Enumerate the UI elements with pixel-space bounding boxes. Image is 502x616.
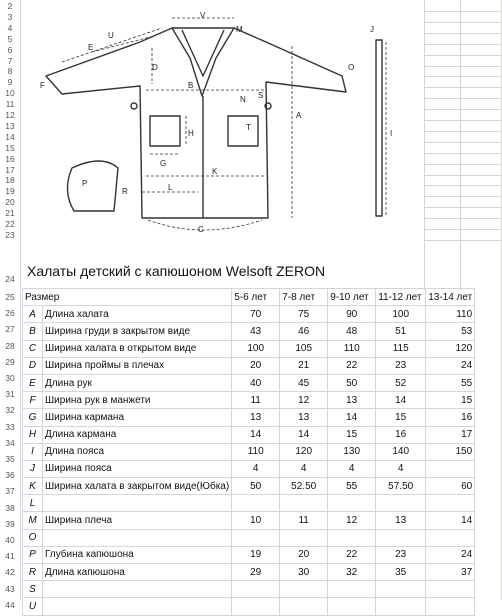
size-value: 55: [328, 478, 376, 495]
row-number: 12: [5, 110, 15, 120]
row-code: J: [23, 460, 43, 477]
row-code: F: [23, 392, 43, 409]
size-header: 11-12 лет: [376, 289, 426, 306]
size-value: 4: [376, 460, 426, 477]
table-row: [23, 392, 475, 409]
row-number: 5: [7, 33, 13, 44]
row-number: 3: [7, 11, 13, 22]
size-value: 140: [376, 443, 426, 460]
size-value: 120: [426, 340, 475, 357]
row-number: 8: [7, 66, 13, 77]
grid-line: [424, 185, 502, 186]
row-name: [43, 581, 232, 598]
table-row: [23, 306, 475, 323]
size-value: 16: [426, 409, 475, 426]
size-value: [280, 529, 328, 546]
size-value: 29: [232, 564, 280, 581]
table-row: [23, 374, 475, 391]
row-number: 20: [5, 197, 15, 208]
size-value: 4: [232, 460, 280, 477]
row-number: 9: [7, 77, 13, 88]
size-header: 5-6 лет: [232, 289, 280, 306]
size-value: [426, 529, 475, 546]
row-number: 33: [5, 421, 15, 432]
belt-diagram-icon: [376, 40, 382, 216]
grid-line: [424, 164, 502, 165]
size-value: 24: [426, 357, 475, 374]
table-row: [23, 512, 475, 529]
grid-line: [424, 207, 502, 208]
row-name: Длина рук: [43, 374, 232, 391]
row-number: 25: [5, 292, 15, 302]
table-row: [23, 460, 475, 477]
size-value: 50: [328, 374, 376, 391]
table-row: [23, 323, 475, 340]
size-header: 13-14 лет: [426, 289, 475, 306]
row-number: 23: [5, 229, 15, 240]
size-value: 110: [426, 306, 475, 323]
row-name: Ширина кармана: [43, 409, 232, 426]
row-code: A: [23, 306, 43, 323]
size-value: 130: [328, 443, 376, 460]
size-header: 9-10 лет: [328, 289, 376, 306]
size-value: [328, 495, 376, 512]
size-value: 15: [328, 426, 376, 443]
size-table: [22, 288, 475, 616]
size-value: 60: [426, 478, 475, 495]
row-number: 16: [5, 153, 15, 164]
size-value: 30: [280, 564, 328, 581]
table-row: [23, 581, 475, 598]
size-value: 15: [376, 409, 426, 426]
size-value: [376, 581, 426, 598]
row-number: 27: [5, 324, 15, 335]
size-value: [280, 581, 328, 598]
size-value: [232, 598, 280, 615]
size-value: 23: [376, 357, 426, 374]
size-header-label: Размер: [23, 289, 232, 306]
row-number: 36: [5, 470, 15, 481]
row-code: P: [23, 546, 43, 563]
size-value: [232, 581, 280, 598]
row-number-column: [0, 0, 20, 610]
row-number: 17: [5, 164, 15, 175]
size-value: 52.50: [280, 478, 328, 495]
size-value: 150: [426, 443, 475, 460]
size-value: 13: [280, 409, 328, 426]
row-name: Ширина плеча: [43, 512, 232, 529]
size-value: 55: [426, 374, 475, 391]
size-value: 13: [376, 512, 426, 529]
size-value: [280, 495, 328, 512]
row-number: 44: [5, 599, 15, 610]
size-value: 100: [232, 340, 280, 357]
row-number: 35: [5, 454, 15, 464]
row-number: 11: [5, 99, 15, 110]
size-value: 15: [426, 392, 475, 409]
size-value: 24: [426, 546, 475, 563]
size-value: 22: [328, 357, 376, 374]
size-value: 14: [426, 512, 475, 529]
size-value: 14: [232, 426, 280, 443]
diagram-label: G: [160, 159, 167, 168]
row-name: Ширина халата в открытом виде: [43, 340, 232, 357]
row-code: S: [23, 581, 43, 598]
grid-line: [424, 87, 502, 88]
grid-line: [424, 76, 502, 77]
row-number: 22: [5, 219, 15, 229]
row-number: 15: [5, 142, 15, 153]
diagram-label: M: [236, 25, 243, 34]
grid-line: [424, 142, 502, 143]
table-row: [23, 564, 475, 581]
size-value: 23: [376, 546, 426, 563]
row-name: Длина кармана: [43, 426, 232, 443]
size-value: 43: [232, 323, 280, 340]
grid-line: [20, 0, 21, 600]
row-number: 40: [5, 535, 15, 545]
row-name: [43, 529, 232, 546]
row-number: 32: [5, 405, 15, 416]
diagram-label: P: [82, 179, 88, 188]
row-name: Длина пояса: [43, 443, 232, 460]
table-row: [23, 529, 475, 546]
row-number: 26: [5, 308, 15, 319]
size-value: 90: [328, 306, 376, 323]
diagram-label: V: [200, 11, 206, 20]
row-code: I: [23, 443, 43, 460]
diagram-label: B: [188, 81, 194, 90]
size-header: 7-8 лет: [280, 289, 328, 306]
size-value: 14: [376, 392, 426, 409]
row-number: 13: [5, 120, 15, 131]
size-value: [232, 495, 280, 512]
row-name: Ширина проймы в плечах: [43, 357, 232, 374]
row-name: Ширина рук в манжети: [43, 392, 232, 409]
size-value: [426, 598, 475, 615]
diagram-label: J: [370, 25, 374, 34]
row-name: Ширина пояса: [43, 460, 232, 477]
size-value: [376, 495, 426, 512]
table-row: [23, 409, 475, 426]
diagram-label: S: [258, 91, 264, 100]
table-row: [23, 495, 475, 512]
page-title: Халаты детский с капюшоном Welsoft ZERON: [27, 263, 326, 279]
diagram-label: R: [122, 187, 128, 196]
size-value: 51: [376, 323, 426, 340]
row-number: 21: [5, 208, 15, 219]
grid-line: [424, 109, 502, 110]
row-number: 29: [5, 356, 15, 367]
row-name: Глубина капюшона: [43, 546, 232, 563]
size-value: [328, 598, 376, 615]
size-value: [232, 529, 280, 546]
row-number: 18: [5, 175, 15, 186]
size-value: 45: [280, 374, 328, 391]
size-value: 16: [376, 426, 426, 443]
diagram-label: N: [240, 95, 246, 104]
row-number: 2: [7, 1, 13, 11]
grid-line: [424, 11, 502, 12]
row-code: U: [23, 598, 43, 615]
row-code: B: [23, 323, 43, 340]
row-code: O: [23, 529, 43, 546]
diagram-label: O: [348, 63, 355, 72]
row-number: 38: [5, 502, 15, 513]
grid-line: [424, 240, 502, 241]
size-value: 20: [232, 357, 280, 374]
table-row: [23, 426, 475, 443]
row-code: L: [23, 495, 43, 512]
size-value: 110: [328, 340, 376, 357]
grid-line: [424, 153, 502, 154]
size-value: 48: [328, 323, 376, 340]
row-number: 14: [5, 131, 15, 142]
size-value: 52: [376, 374, 426, 391]
grid-line: [424, 218, 502, 219]
diagram-label: F: [40, 81, 45, 90]
row-code: E: [23, 374, 43, 391]
size-value: 35: [376, 564, 426, 581]
size-value: 13: [232, 409, 280, 426]
size-value: 46: [280, 323, 328, 340]
size-value: 37: [426, 564, 475, 581]
row-name: Длина капюшона: [43, 564, 232, 581]
size-value: [376, 529, 426, 546]
row-number: 34: [5, 437, 15, 448]
size-value: 17: [426, 426, 475, 443]
size-value: 110: [232, 443, 280, 460]
size-value: 19: [232, 546, 280, 563]
size-value: [426, 495, 475, 512]
table-row: [23, 598, 475, 615]
row-number: 37: [5, 486, 15, 497]
hood-diagram-icon: [67, 161, 118, 211]
size-value: 20: [280, 546, 328, 563]
row-number: 43: [5, 583, 15, 594]
row-name: [43, 495, 232, 512]
size-value: 4: [280, 460, 328, 477]
diagram-label: I: [390, 129, 393, 138]
row-code: H: [23, 426, 43, 443]
size-value: 70: [232, 306, 280, 323]
grid-line: [424, 120, 502, 121]
row-code: C: [23, 340, 43, 357]
diagram-label: U: [108, 31, 114, 40]
row-code: M: [23, 512, 43, 529]
size-value: [426, 460, 475, 477]
row-number: 6: [7, 44, 13, 55]
grid-line: [424, 44, 502, 45]
diagram-label: D: [152, 63, 158, 72]
size-value: 4: [328, 460, 376, 477]
size-value: 40: [232, 374, 280, 391]
size-value: 12: [280, 392, 328, 409]
grid-line: [424, 66, 502, 67]
grid-line: [424, 196, 502, 197]
row-name: Ширина груди в закрытом виде: [43, 323, 232, 340]
size-value: [280, 598, 328, 615]
size-value: 100: [376, 306, 426, 323]
grid-line: [424, 22, 502, 23]
grid-line: [424, 98, 502, 99]
table-row: [23, 546, 475, 563]
row-code: R: [23, 564, 43, 581]
row-code: G: [23, 409, 43, 426]
row-number: 30: [5, 373, 15, 383]
table-header-row: [23, 289, 475, 306]
row-number: 7: [7, 55, 13, 66]
row-name: Ширина халата в закрытом виде(Юбка): [43, 478, 232, 495]
row-number: 28: [5, 340, 15, 351]
size-value: 115: [376, 340, 426, 357]
row-number: 10: [5, 88, 15, 99]
size-value: [376, 598, 426, 615]
diagram-label: H: [188, 129, 194, 138]
size-value: 14: [280, 426, 328, 443]
diagram-label: A: [296, 111, 302, 120]
table-row: [23, 443, 475, 460]
diagram-label: C: [198, 225, 204, 234]
row-number: 39: [5, 518, 15, 529]
row-name: [43, 598, 232, 615]
row-code: D: [23, 357, 43, 374]
row-number: 41: [5, 551, 15, 562]
size-value: 57.50: [376, 478, 426, 495]
table-row: [23, 340, 475, 357]
size-value: 75: [280, 306, 328, 323]
grid-line: [424, 175, 502, 176]
table-row: [23, 478, 475, 495]
diagram-label: E: [88, 43, 94, 52]
table-row: [23, 357, 475, 374]
size-value: 22: [328, 546, 376, 563]
robe-diagram-icon: [22, 6, 422, 252]
size-value: 32: [328, 564, 376, 581]
grid-line: [424, 33, 502, 34]
row-number: 42: [5, 567, 15, 578]
size-value: 50: [232, 478, 280, 495]
size-value: 11: [280, 512, 328, 529]
size-value: 10: [232, 512, 280, 529]
row-name: Длина халата: [43, 306, 232, 323]
diagram-label: K: [212, 167, 218, 176]
size-value: [328, 581, 376, 598]
size-value: 11: [232, 392, 280, 409]
size-value: 21: [280, 357, 328, 374]
size-value: [426, 581, 475, 598]
row-number: 24: [5, 274, 15, 284]
grid-line: [424, 131, 502, 132]
grid-line: [424, 229, 502, 230]
size-value: 120: [280, 443, 328, 460]
size-value: 53: [426, 323, 475, 340]
size-value: 12: [328, 512, 376, 529]
size-value: 105: [280, 340, 328, 357]
row-number: 31: [5, 389, 15, 400]
row-number: 4: [7, 22, 13, 33]
diagram-label: L: [168, 183, 173, 192]
grid-line: [424, 55, 502, 56]
size-value: 13: [328, 392, 376, 409]
size-value: [328, 529, 376, 546]
row-number: 19: [5, 186, 15, 197]
size-value: 14: [328, 409, 376, 426]
row-code: K: [23, 478, 43, 495]
diagram-label: T: [246, 123, 251, 132]
